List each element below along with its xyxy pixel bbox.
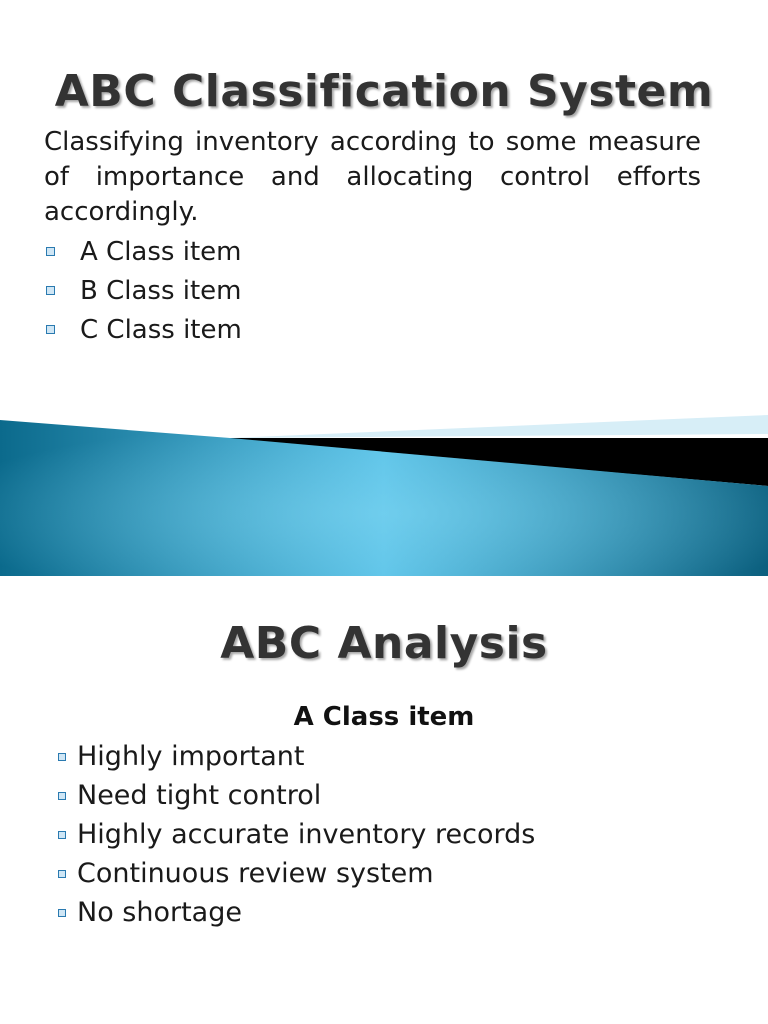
a-class-traits-list <box>56 737 535 932</box>
banner-pale-stripe <box>230 415 768 438</box>
slide-title: ABC Analysis <box>220 618 548 669</box>
list-item <box>56 815 535 854</box>
list-item-label: Highly important <box>77 741 305 772</box>
square-bullet-icon <box>58 909 66 917</box>
list-item-label: C Class item <box>80 314 242 345</box>
list-item <box>44 232 242 271</box>
list-item <box>56 776 535 815</box>
intro-paragraph: Classifying inventory according to some measure of importance and allocating control efforts accordingly. <box>44 127 701 227</box>
square-bullet-icon <box>58 792 66 800</box>
square-bullet-icon <box>46 247 55 256</box>
list-item <box>44 310 242 349</box>
list-item <box>56 854 535 893</box>
list-item <box>56 737 535 776</box>
list-item-label: No shortage <box>77 897 242 928</box>
square-bullet-icon <box>58 831 66 839</box>
list-item-label: B Class item <box>80 275 242 306</box>
list-item-label: A Class item <box>80 236 242 267</box>
slide-subheading: A Class item <box>293 702 475 732</box>
list-item-label: Highly accurate inventory records <box>77 819 536 850</box>
square-bullet-icon <box>46 325 55 334</box>
square-bullet-icon <box>58 870 66 878</box>
slide-title: ABC Classification System <box>54 66 714 117</box>
slide-abc-analysis <box>0 576 768 1024</box>
list-item <box>44 271 242 310</box>
square-bullet-icon <box>58 753 66 761</box>
list-item-label: Need tight control <box>77 780 322 811</box>
list-item-label: Continuous review system <box>77 858 434 889</box>
list-item <box>56 893 535 932</box>
class-list <box>44 232 242 349</box>
square-bullet-icon <box>46 286 55 295</box>
decorative-banner <box>0 410 768 576</box>
